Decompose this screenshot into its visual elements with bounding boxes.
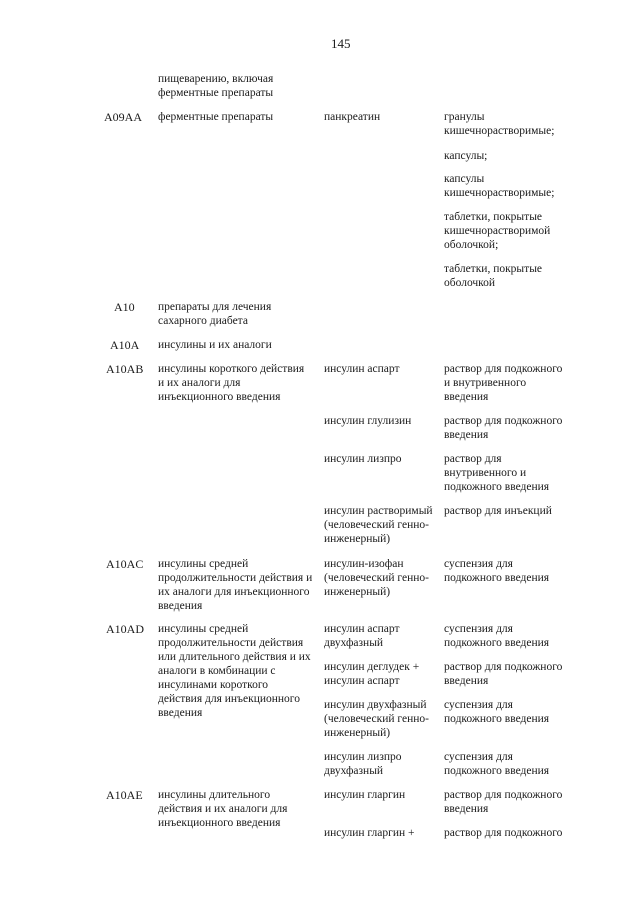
class-name-line: инсулины средней [158, 558, 249, 570]
dosage-form-line: оболочкой [444, 277, 496, 289]
dosage-form-line: гранулы [444, 111, 485, 123]
drug-name-line: инсулин-изофан [324, 558, 404, 570]
class-name-line: введения [158, 600, 203, 612]
dosage-form-line: суспензия для [444, 699, 513, 711]
class-name-line: действия и их аналоги для [158, 803, 288, 815]
dosage-form-line: суспензия для [444, 558, 513, 570]
drug-name-line: инсулин гларгин [324, 789, 406, 801]
dosage-form-line: и внутривенного [444, 377, 527, 389]
drug-name-line: панкреатин [324, 111, 381, 123]
class-name-line: или длительного действия и их [158, 651, 311, 663]
drug-name-line: инсулин аспарт [324, 623, 400, 635]
dosage-form-line: введения [444, 803, 489, 815]
drug-name-line: инженерный) [324, 727, 391, 739]
drug-name-line: (человеческий генно- [324, 572, 429, 584]
drug-name-line: инсулин деглудек + [324, 661, 420, 673]
class-name-line: ферментные препараты [158, 111, 274, 123]
dosage-form-line: раствор для подкожного [444, 363, 563, 375]
class-name-line: действия для инъекционного [158, 693, 300, 705]
dosage-form-line: таблетки, покрытые [444, 211, 543, 223]
drug-name-line: (человеческий генно- [324, 713, 429, 725]
class-name-line: и их аналоги для [158, 377, 241, 389]
dosage-form-line: подкожного введения [444, 713, 550, 725]
dosage-form-line: раствор для подкожного [444, 789, 563, 801]
dosage-form-line: раствор для подкожного [444, 661, 563, 673]
class-name-line: инсулины и их аналоги [158, 339, 272, 351]
atc-code: A10AC [106, 557, 144, 571]
dosage-form-line: введения [444, 675, 489, 687]
drug-name-line: инсулин аспарт [324, 675, 400, 687]
class-name-line: инъекционного введения [158, 817, 281, 829]
class-name-line: инсулины средней [158, 623, 249, 635]
atc-code: A09AA [104, 110, 142, 124]
drug-name-line: инсулин глулизин [324, 415, 412, 427]
atc-code: A10AE [106, 788, 143, 802]
dosage-form-line: оболочкой; [444, 239, 499, 251]
page-number: 145 [331, 36, 351, 51]
drug-name-line: инсулин лизпро [324, 751, 402, 763]
drug-name-line: инсулин растворимый [324, 505, 433, 517]
class-name-line: сахарного диабета [158, 315, 248, 327]
dosage-form-line: подкожного введения [444, 637, 550, 649]
class-name-line: продолжительности действия [158, 637, 304, 649]
drug-name-line: инсулин аспарт [324, 363, 400, 375]
continued-class-line: ферментные препараты [158, 87, 274, 99]
drug-name-line: двухфазный [324, 637, 384, 649]
drug-name-line: инсулин двухфазный [324, 699, 427, 711]
dosage-form-line: капсулы [444, 173, 485, 185]
class-name-line: инсулины короткого действия [158, 363, 305, 375]
drug-name-line: (человеческий генно- [324, 519, 429, 531]
dosage-form-line: раствор для [444, 453, 502, 465]
atc-code: A10AB [106, 362, 144, 376]
dosage-form-line: таблетки, покрытые [444, 263, 543, 275]
class-name-line: инъекционного введения [158, 391, 281, 403]
drug-name-line: двухфазный [324, 765, 384, 777]
class-name-line: введения [158, 707, 203, 719]
dosage-form-line: кишечнорастворимые; [444, 187, 555, 199]
atc-code: A10A [110, 338, 140, 352]
class-name-line: аналоги в комбинации с [158, 665, 276, 677]
class-name-line: продолжительности действия и [158, 572, 313, 584]
dosage-form-line: капсулы; [444, 150, 488, 162]
class-name-line: их аналоги для инъекционного [158, 586, 310, 598]
dosage-form-line: кишечнорастворимой [444, 225, 551, 237]
dosage-form-line: введения [444, 429, 489, 441]
continued-class-line: пищеварению, включая [158, 73, 274, 85]
dosage-form-line: введения [444, 391, 489, 403]
dosage-form-line: суспензия для [444, 623, 513, 635]
dosage-form-line: раствор для инъекций [444, 505, 552, 517]
drug-name-line: инженерный) [324, 586, 391, 598]
drug-name-line: инсулин лизпро [324, 453, 402, 465]
dosage-form-line: суспензия для [444, 751, 513, 763]
dosage-form-line: подкожного введения [444, 572, 550, 584]
dosage-form-line: раствор для подкожного [444, 415, 563, 427]
class-name-line: инсулинами короткого [158, 679, 269, 691]
dosage-form-line: подкожного введения [444, 765, 550, 777]
dosage-form-line: кишечнорастворимые; [444, 125, 555, 137]
drug-name-line: инженерный) [324, 533, 391, 545]
class-name-line: препараты для лечения [158, 301, 272, 313]
dosage-form-line: раствор для подкожного [444, 827, 563, 839]
atc-code: A10 [114, 300, 135, 314]
drug-name-line: инсулин гларгин + [324, 827, 415, 839]
dosage-form-line: внутривенного и [444, 467, 527, 479]
dosage-form-line: подкожного введения [444, 481, 550, 493]
atc-code: A10AD [106, 622, 144, 636]
class-name-line: инсулины длительного [158, 789, 271, 801]
